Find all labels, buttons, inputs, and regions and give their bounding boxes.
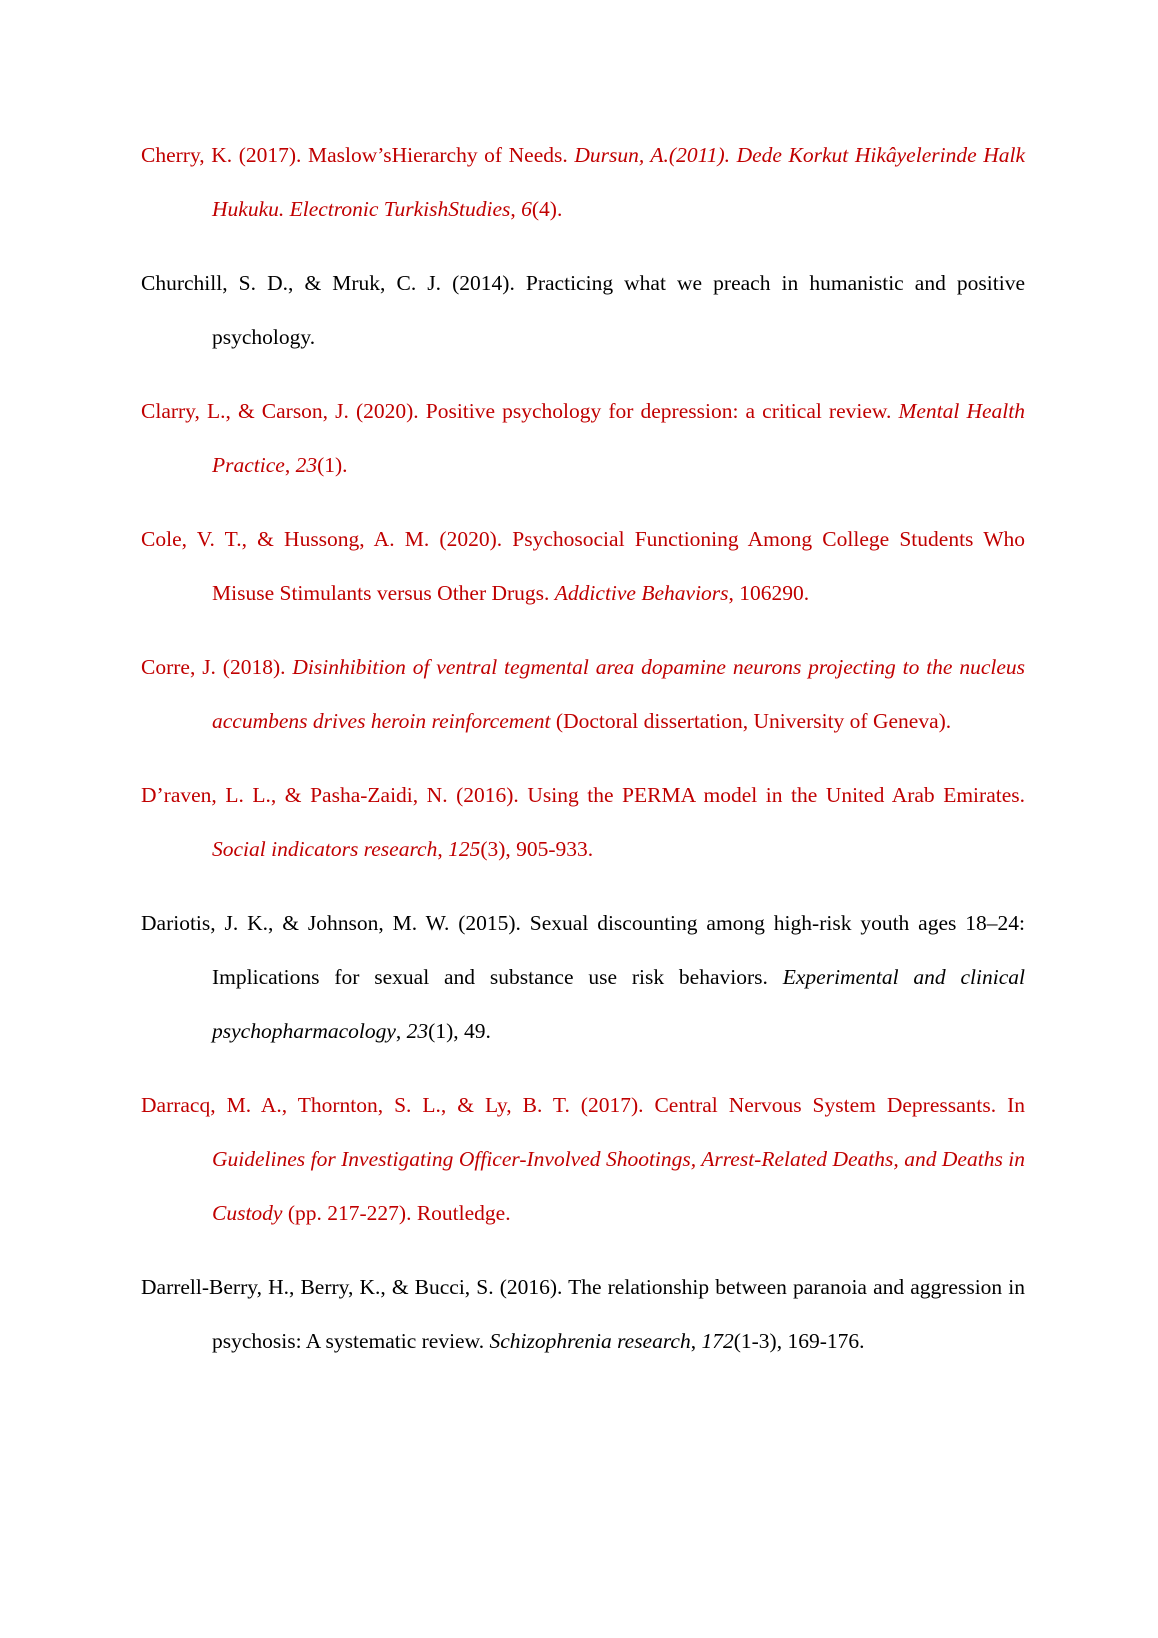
reference-italic-text: Disinhibition of ventral tegmental area dopamine neurons projecting to the nucleus accumbens drives heroin reinforcement (212, 655, 1026, 733)
reference-text: , (510, 197, 522, 221)
reference-text: Cole, V. T., & Hussong, A. M. (2020). Psychosocial Functioning Among College Students Who Misuse Stimulants versus Other Drugs. (141, 527, 1025, 605)
reference-entry (141, 640, 1025, 748)
reference-text: , (395, 1019, 407, 1043)
reference-entry (141, 1260, 1025, 1368)
reference-text: Dariotis, J. K., & Johnson, M. W. (2015). Sexual discounting among high-risk youth ages 18–24: Implications for sexual and substance use risk behaviors. (141, 911, 1025, 989)
reference-entry (141, 1078, 1025, 1240)
reference-italic-text: Addictive Behaviors (554, 581, 729, 605)
reference-italic-text: Schizophrenia research (489, 1329, 691, 1353)
reference-entry (141, 768, 1025, 876)
reference-text: (3), 905-933. (480, 837, 594, 861)
reference-entry (141, 256, 1025, 364)
reference-text: D’raven, L. L., & Pasha-Zaidi, N. (2016). Using the PERMA model in the United Arab Emirates. (141, 783, 1025, 807)
reference-text: (Doctoral dissertation, University of Geneva). (550, 709, 952, 733)
reference-italic-text: 172 (701, 1329, 734, 1353)
reference-entry (141, 128, 1025, 236)
reference-text: (1). (317, 453, 348, 477)
reference-text: , (437, 837, 449, 861)
reference-italic-text: 125 (448, 837, 481, 861)
reference-text: (1), 49. (428, 1019, 491, 1043)
reference-entry (141, 384, 1025, 492)
reference-text: (pp. 217-227). Routledge. (282, 1201, 511, 1225)
reference-entry (141, 896, 1025, 1058)
reference-text: Corre, J. (2018). (141, 655, 293, 679)
reference-text: , (690, 1329, 702, 1353)
reference-italic-text: 23 (295, 453, 318, 477)
reference-text: , (284, 453, 296, 477)
reference-text: , 106290. (728, 581, 810, 605)
reference-text: Clarry, L., & Carson, J. (2020). Positive psychology for depression: a critical review. (141, 399, 899, 423)
reference-text: Churchill, S. D., & Mruk, C. J. (2014). Practicing what we preach in humanistic and positive psychology. (141, 271, 1025, 349)
reference-text: (4). (531, 197, 563, 221)
reference-italic-text: Experimental and clinical psychopharmacology (212, 965, 1025, 1043)
reference-text: Darracq, M. A., Thornton, S. L., & Ly, B. T. (2017). Central Nervous System Depressants. In (141, 1093, 1025, 1117)
reference-text: Cherry, K. (2017). Maslow’sHierarchy of Needs. (141, 143, 575, 167)
reference-entry (141, 512, 1025, 620)
reference-italic-text: Social indicators research (212, 837, 438, 861)
reference-italic-text: Guidelines for Investigating Officer-Involved Shootings, Arrest-Related Deaths, and Deaths in Custody (212, 1147, 1025, 1225)
reference-italic-text: Dursun, A.(2011). Dede Korkut Hikâyelerinde Halk Hukuku. Electronic TurkishStudies (212, 143, 1026, 221)
reference-list (141, 128, 1025, 1388)
reference-text: (1-3), 169-176. (733, 1329, 865, 1353)
reference-italic-text: Mental Health Practice (212, 399, 1025, 477)
reference-italic-text: 23 (406, 1019, 429, 1043)
reference-italic-text: 6 (521, 197, 532, 221)
reference-text: Darrell-Berry, H., Berry, K., & Bucci, S. (2016). The relationship between paranoia and aggression in psychosis: A systematic review. (141, 1275, 1025, 1353)
